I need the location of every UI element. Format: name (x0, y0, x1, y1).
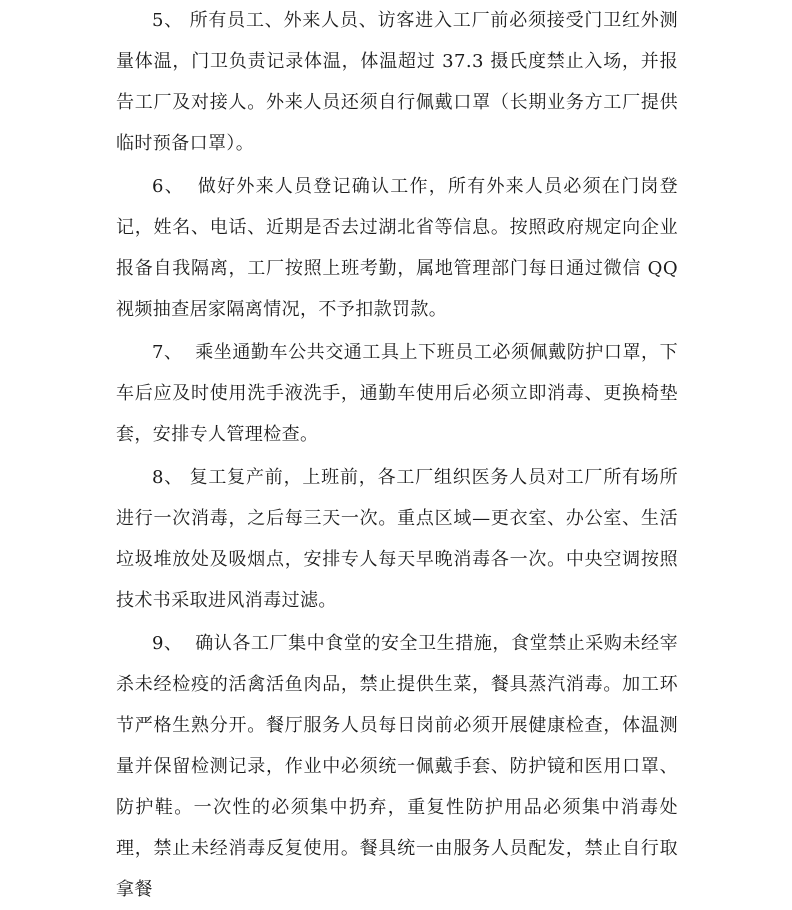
paragraph-5 (116, 0, 678, 164)
paragraph-number: 7、 (152, 342, 196, 363)
paragraph-text: 做好外来人员登记确认工作，所有外来人员必须在门岗登记，姓名、电话、近期是否去过湖北省等信息。按照政府规定向企业报备自我隔离，工厂按照上班考勤，属地管理部门每日通过微信 QQ 视频抽查居家隔离情况，不予扣款罚款。 (116, 176, 678, 320)
paragraph-text: 复工复产前，上班前，各工厂组织医务人员对工厂所有场所进行一次消毒，之后每三天一次。重点区域—更衣室、办公室、生活垃圾堆放处及吸烟点，安排专人每天早晚消毒各一次。中央空调按照技术书采取进风消毒过滤。 (116, 467, 678, 611)
paragraph-text: 确认各工厂集中食堂的安全卫生措施，食堂禁止采购未经宰杀未经检疫的活禽活鱼肉品，禁止提供生菜，餐具蒸汽消毒。加工环节严格生熟分开。餐厅服务人员每日岗前必须开展健康检查，体温测量并保留检测记录，作业中必须统一佩戴手套、防护镜和医用口罩、防护鞋。一次性的必须集中扔弃，重复性防护用品必须集中消毒处理，禁止未经消毒反复使用。餐具统一由服务人员配发，禁止自行取拿餐 (116, 633, 678, 900)
paragraph-8 (116, 457, 678, 621)
paragraph-6 (116, 166, 678, 330)
paragraph-number: 6、 (152, 176, 198, 197)
paragraph-text: 所有员工、外来人员、访客进入工厂前必须接受门卫红外测量体温，门卫负责记录体温，体温超过 37.3 摄氏度禁止入场，并报告工厂及对接人。外来人员还须自行佩戴口罩（长期业务方工厂提供临时预备口罩）。 (116, 10, 678, 154)
paragraph-number: 8、 (152, 467, 190, 488)
paragraph-9 (116, 623, 678, 910)
paragraph-text: 乘坐通勤车公共交通工具上下班员工必须佩戴防护口罩，下车后应及时使用洗手液洗手，通勤车使用后必须立即消毒、更换椅垫套，安排专人管理检查。 (116, 342, 678, 445)
paragraph-7 (116, 332, 678, 455)
paragraph-number: 9、 (152, 633, 196, 654)
paragraph-number: 5、 (152, 10, 190, 31)
